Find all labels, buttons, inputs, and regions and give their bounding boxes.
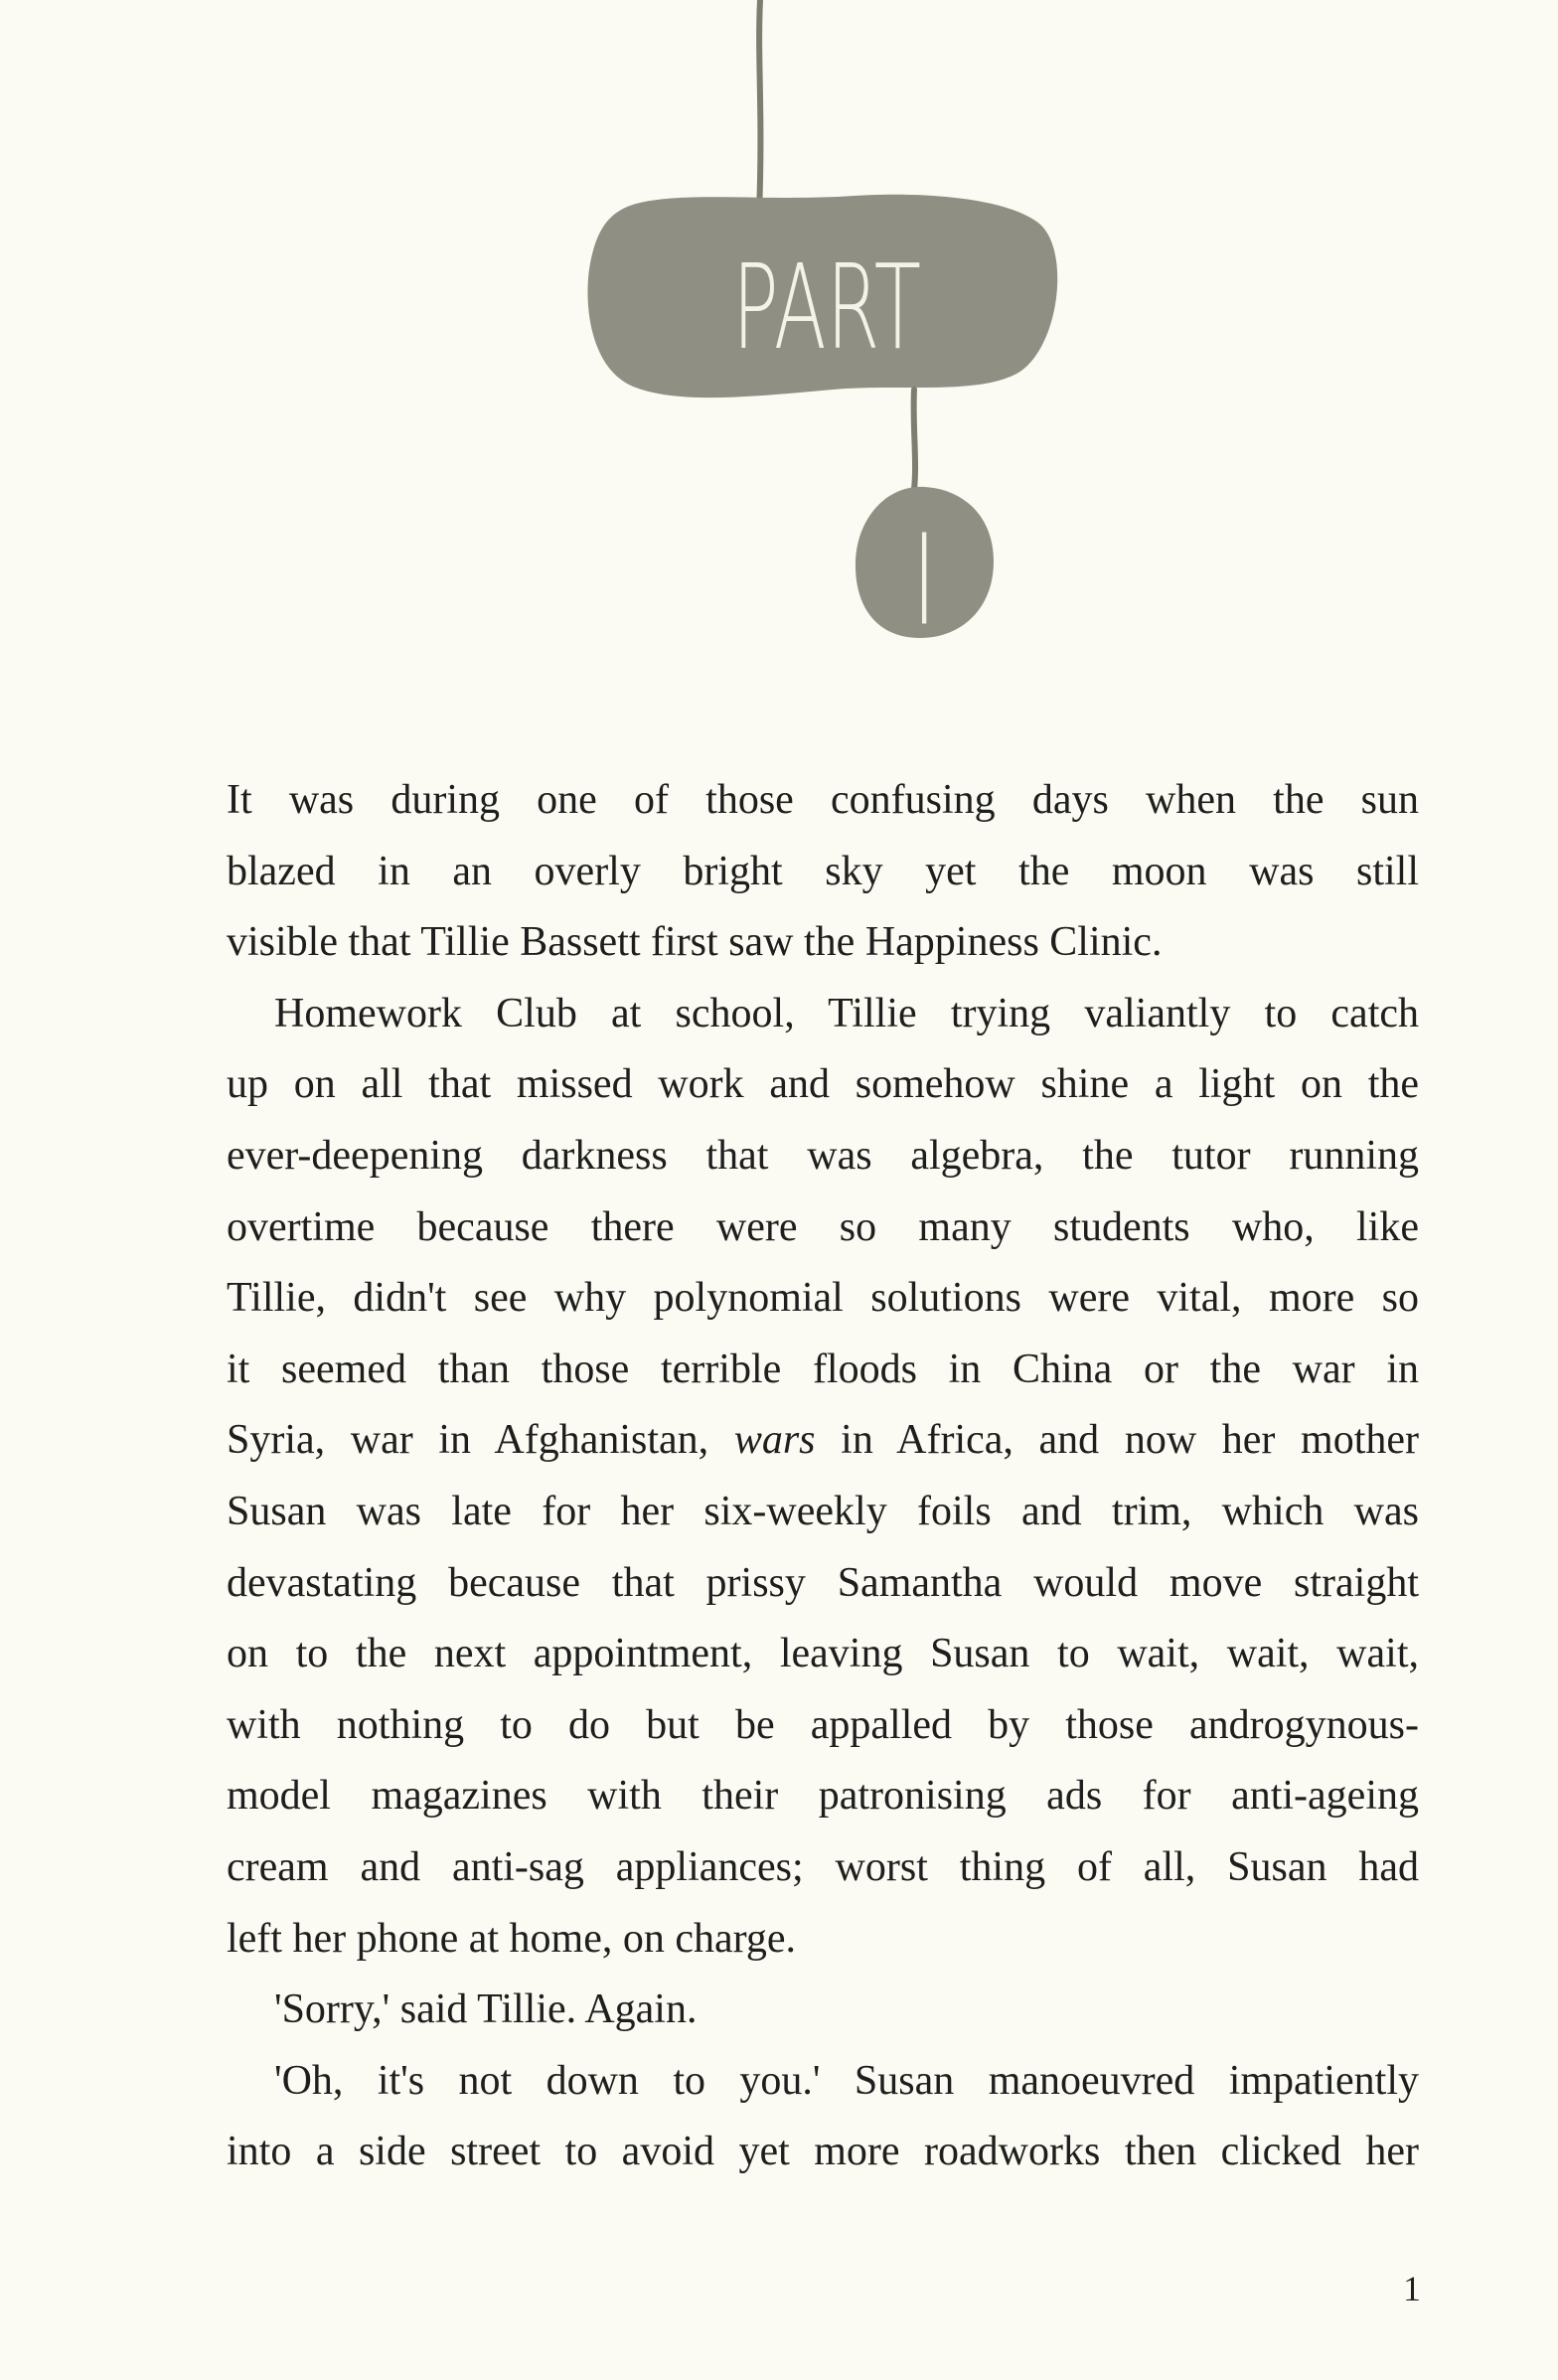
text-line: visible that Tillie Bassett first saw the Happiness Clinic. xyxy=(227,919,1163,966)
text-line: overtime because there were so many students who, like xyxy=(227,1203,1419,1250)
text-line: it seemed than those terrible floods in China or the war in xyxy=(227,1346,1419,1392)
text-line: ever-deepening darkness that was algebra, the tutor running xyxy=(227,1132,1419,1179)
part-number: | xyxy=(908,518,940,624)
text-line: It was during one of those confusing days when the sun xyxy=(227,777,1419,823)
hanging-string-top xyxy=(759,0,760,214)
text-line: blazed in an overly bright sky yet the moon was still xyxy=(227,848,1419,894)
text-line: left her phone at home, on charge. xyxy=(227,1915,797,1962)
text-line: up on all that missed work and somehow shine a light on the xyxy=(227,1061,1419,1108)
text-line: 'Sorry,' said Tillie. Again. xyxy=(274,1986,698,2033)
body-text xyxy=(227,765,1419,2188)
text-line: Susan was late for her six-weekly foils and trim, which was xyxy=(227,1488,1419,1534)
text-line: into a side street to avoid yet more roadworks then clicked her xyxy=(227,2129,1419,2175)
hanging-string-middle xyxy=(913,390,915,497)
text-line: on to the next appointment, leaving Susan to wait, wait, wait, xyxy=(227,1631,1419,1677)
italic-word: wars xyxy=(733,1417,816,1464)
text-line: cream and anti-sag appliances; worst thing of all, Susan had xyxy=(227,1843,1419,1890)
page-number: 1 xyxy=(1403,2269,1421,2308)
part-label: PART xyxy=(732,238,921,376)
text-line: Homework Club at school, Tillie trying valiantly to catch xyxy=(274,990,1419,1036)
part-ornament xyxy=(0,0,1558,656)
text-line: with nothing to do but be appalled by those androgynous- xyxy=(227,1701,1419,1748)
text-line: Tillie, didn't see why polynomial solutions were vital, more so xyxy=(227,1275,1419,1322)
text-line: 'Oh, it's not down to you.' Susan manoeuvred impatiently xyxy=(274,2057,1419,2104)
text-segment: in Africa, and now her mother xyxy=(841,1417,1420,1464)
text-line xyxy=(227,1405,1419,1477)
text-segment: Syria, war in Afghanistan, xyxy=(227,1417,709,1464)
text-line: devastating because that prissy Samantha would move straight xyxy=(227,1559,1419,1606)
text-line: model magazines with their patronising ads for anti-ageing xyxy=(227,1773,1419,1820)
